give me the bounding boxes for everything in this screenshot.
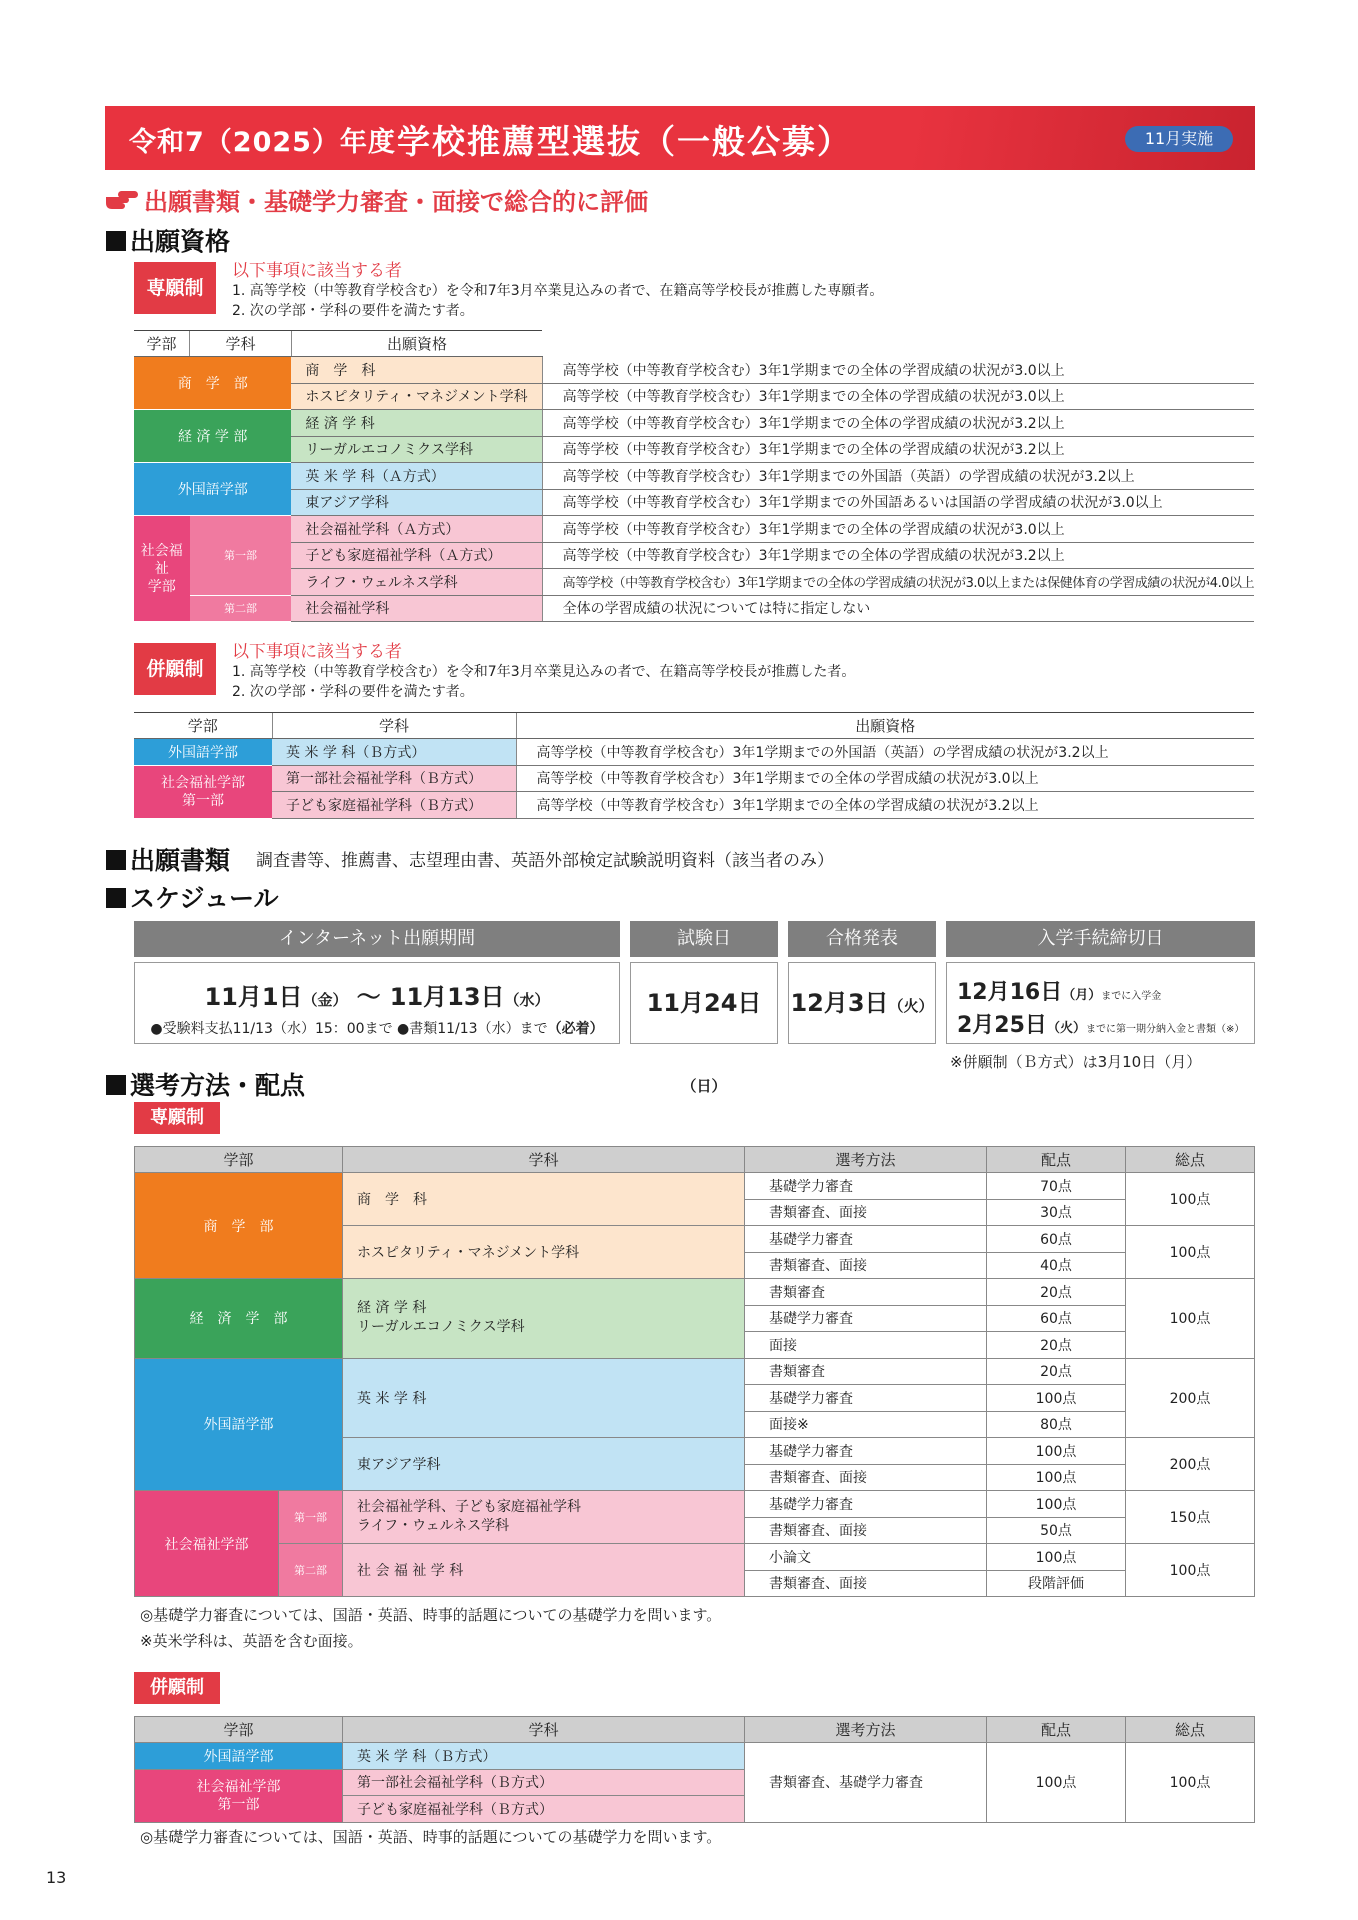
table-row	[134, 516, 1254, 543]
total-cell: 100点	[1126, 1279, 1255, 1359]
sub-second: 第二部	[190, 595, 292, 622]
documents-text: 調査書等、推薦書、志望理由書、英語外部検定試験説明資料（該当者のみ）	[256, 851, 834, 871]
cond-cell: 高等学校（中等教育学校含む）3年1学期までの全体の学習成績の状況が3.0以上	[516, 765, 1254, 792]
cond-cell: 高等学校（中等教育学校含む）3年1学期までの全体の学習成績の状況が3.2以上	[516, 792, 1254, 819]
major-cell	[343, 1491, 745, 1544]
schedule-header-result: 合格発表	[788, 921, 936, 957]
score-cell: 100点	[987, 1491, 1126, 1518]
method-cell: 書類審査、面接	[745, 1570, 987, 1597]
method-cell: 書類審査	[745, 1358, 987, 1385]
method-cell: 書類審査、面接	[745, 1252, 987, 1279]
table-header-row	[135, 1717, 1255, 1743]
square-bullet-icon	[106, 1075, 126, 1095]
schedule-period-box	[134, 962, 620, 1044]
qualification-table-senganshi	[134, 330, 1254, 622]
schedule-exam-box	[630, 962, 778, 1095]
requirements-heading: 以下事項に該当する者	[232, 261, 402, 281]
sub-first: 第一部	[279, 1491, 343, 1544]
major-life-wellness: ライフ・ウェルネス学科	[357, 1518, 510, 1534]
selection-table-heiganshi	[134, 1716, 1255, 1823]
major-cell: 商 学 科	[343, 1173, 745, 1226]
table-row	[134, 463, 1254, 490]
method-cell: 書類審査、面接	[745, 1517, 987, 1544]
major-cell: 経 済 学 科	[291, 410, 542, 437]
period-start-dow: （金）	[302, 991, 348, 1009]
method-cell: 基礎学力審査	[745, 1438, 987, 1465]
total-cell: 200点	[1126, 1358, 1255, 1438]
total-cell: 200点	[1126, 1438, 1255, 1491]
major-cell: 第一部社会福祉学科（Ｂ方式）	[272, 765, 516, 792]
major-cell: 東アジア学科	[343, 1438, 745, 1491]
major-economics: 経 済 学 科	[357, 1300, 427, 1317]
col-major: 学科	[272, 713, 516, 739]
col-score: 配点	[987, 1717, 1126, 1743]
score-cell: 20点	[987, 1279, 1126, 1306]
pointing-hand-icon	[104, 187, 140, 213]
table-row	[134, 542, 1254, 569]
dept-foreign: 外国語学部	[134, 463, 291, 516]
col-total: 総点	[1126, 1717, 1255, 1743]
score-cell: 60点	[987, 1305, 1126, 1332]
schedule-result-box	[788, 962, 936, 1044]
method-cell: 基礎学力審査	[745, 1305, 987, 1332]
major-cell: 英 米 学 科（Ｂ方式）	[343, 1743, 745, 1770]
square-bullet-icon	[106, 888, 126, 908]
method-cell: 面接	[745, 1332, 987, 1359]
major-cell: ホスピタリティ・マネジメント学科	[343, 1226, 745, 1279]
table-header-row	[135, 1147, 1255, 1173]
score-cell: 20点	[987, 1332, 1126, 1359]
col-score: 配点	[987, 1147, 1126, 1173]
tag-senganshi: 専願制	[134, 262, 216, 314]
col-dept: 学部	[135, 1717, 343, 1743]
score-cell: 100点	[987, 1438, 1126, 1465]
period-note-bold: （必着）	[547, 1021, 604, 1037]
major-cell: 商 学 科	[291, 357, 542, 384]
total-cell: 100点	[1126, 1173, 1255, 1226]
schedule-header-exam: 試験日	[630, 921, 778, 957]
major-cell: 第一部社会福祉学科（Ｂ方式）	[343, 1769, 745, 1796]
major-cell: ホスピタリティ・マネジメント学科	[291, 383, 542, 410]
deadline-2-dow: （火）	[1046, 1021, 1086, 1036]
cond-cell: 高等学校（中等教育学校含む）3年1学期までの全体の学習成績の状況が3.2以上	[542, 410, 1254, 437]
dept-foreign: 外国語学部	[134, 739, 272, 766]
total-cell: 100点	[1126, 1544, 1255, 1597]
cond-cell: 高等学校（中等教育学校含む）3年1学期までの全体の学習成績の状況が3.0以上	[542, 516, 1254, 543]
deadline-1-dow: （月）	[1062, 988, 1102, 1003]
requirement-line-2b: 2. 次の学部・学科の要件を満たす者。	[232, 684, 474, 700]
dept-welfare: 社会福祉学部	[135, 1491, 279, 1597]
col-major: 学科	[343, 1147, 745, 1173]
total-cell: 100点	[1126, 1743, 1255, 1823]
section-title-selection: 選考方法・配点	[106, 1066, 305, 1102]
major-cell: リーガルエコノミクス学科	[291, 436, 542, 463]
table-header-row	[134, 331, 1254, 357]
major-cell: 社会福祉学科（Ａ方式）	[291, 516, 542, 543]
selection-note-1: ◎基礎学力審査については、国語・英語、時事的話題についての基礎学力を問います。	[140, 1606, 722, 1624]
dept-economics: 経 済 学 部	[134, 410, 291, 463]
dept-economics: 経 済 学 部	[135, 1279, 343, 1359]
cond-cell: 高等学校（中等教育学校含む）3年1学期までの外国語（英語）の学習成績の状況が3.2以上	[516, 739, 1254, 766]
requirements-heading-2: 以下事項に該当する者	[232, 642, 402, 662]
col-cond: 出願資格	[516, 713, 1254, 739]
table-row	[134, 792, 1254, 819]
period-tilde: 〜	[356, 983, 381, 1011]
score-cell: 50点	[987, 1517, 1126, 1544]
method-cell: 基礎学力審査	[745, 1173, 987, 1200]
score-cell: 100点	[987, 1385, 1126, 1412]
selection-note-3: ◎基礎学力審査については、国語・英語、時事的話題についての基礎学力を問います。	[140, 1828, 722, 1846]
deadline-1-note: までに入学金	[1101, 991, 1162, 1002]
major-cell: 英 米 学 科（Ａ方式）	[291, 463, 542, 490]
square-bullet-icon	[106, 850, 126, 870]
method-cell: 面接※	[745, 1411, 987, 1438]
method-cell: 小論文	[745, 1544, 987, 1571]
col-dept: 学部	[134, 331, 190, 357]
method-cell: 書類審査、基礎学力審査	[745, 1743, 987, 1823]
table-header-row	[134, 713, 1254, 739]
score-cell: 段階評価	[987, 1570, 1126, 1597]
table-row	[135, 1544, 1255, 1571]
tag-heiganshi: 併願制	[134, 643, 216, 695]
total-cell: 150点	[1126, 1491, 1255, 1544]
score-cell: 60点	[987, 1226, 1126, 1253]
major-cell: 子ども家庭福祉学科（Ｂ方式）	[272, 792, 516, 819]
schedule-header-deadline: 入学手続締切日	[946, 921, 1255, 957]
deadline-2: 2月25日	[957, 1013, 1047, 1038]
page-number: 13	[46, 1868, 67, 1887]
requirement-line-1: 1. 高等学校（中等教育学校含む）を令和7年3月卒業見込みの者で、在籍高等学校長が推薦した専願者。	[232, 283, 884, 299]
col-dept: 学部	[135, 1147, 343, 1173]
table-row	[135, 1743, 1255, 1770]
major-welfare-child: 社会福祉学科、子ども家庭福祉学科	[357, 1499, 581, 1515]
section-title-documents: 出願書類	[106, 841, 230, 877]
col-cond: 出願資格	[291, 331, 542, 357]
major-legal-economics: リーガルエコノミクス学科	[357, 1319, 525, 1336]
method-cell: 基礎学力審査	[745, 1226, 987, 1253]
col-method: 選考方法	[745, 1147, 987, 1173]
table-row	[134, 383, 1254, 410]
dept-foreign: 外国語学部	[135, 1743, 343, 1770]
result-date: 12月3日	[790, 989, 889, 1017]
table-row	[135, 1173, 1255, 1200]
score-cell: 30点	[987, 1199, 1126, 1226]
score-cell: 100点	[987, 1743, 1126, 1823]
sub-second: 第二部	[279, 1544, 343, 1597]
schedule-header-period: インターネット出願期間	[134, 921, 620, 957]
dept-welfare: 社会福祉 学部	[134, 516, 190, 622]
table-row	[134, 739, 1254, 766]
score-cell: 20点	[987, 1358, 1126, 1385]
major-cell: 英 米 学 科	[343, 1358, 745, 1438]
dept-welfare: 社会福祉学部 第一部	[135, 1769, 343, 1822]
title-banner	[105, 106, 1255, 170]
selection-table-senganshi	[134, 1146, 1255, 1597]
table-row	[135, 1358, 1255, 1385]
col-major: 学科	[190, 331, 292, 357]
qualification-table-heiganshi	[134, 712, 1254, 819]
exam-dow: （日）	[681, 1077, 727, 1095]
score-cell: 70点	[987, 1173, 1126, 1200]
table-row	[134, 595, 1254, 622]
major-cell: ライフ・ウェルネス学科	[291, 569, 542, 596]
tag-senganshi-2: 専願制	[134, 1102, 220, 1134]
section-title-schedule: スケジュール	[106, 879, 279, 915]
major-cell	[343, 1279, 745, 1359]
method-cell: 書類審査、面接	[745, 1464, 987, 1491]
cond-cell: 高等学校（中等教育学校含む）3年1学期までの全体の学習成績の状況が3.0以上または保健体育の学習成績の状況が4.0以上	[542, 569, 1254, 596]
major-cell: 子ども家庭福祉学科（Ａ方式）	[291, 542, 542, 569]
method-cell: 書類審査、面接	[745, 1199, 987, 1226]
section-title-qualification: 出願資格	[106, 222, 230, 258]
period-note: ●受験料支払11/13（水）15：00まで ●書類11/13（水）まで	[150, 1021, 548, 1037]
cond-cell: 高等学校（中等教育学校含む）3年1学期までの外国語あるいは国語の学習成績の状況が3.0以上	[542, 489, 1254, 516]
period-start: 11月1日	[204, 983, 303, 1011]
table-row	[134, 489, 1254, 516]
exam-date: 11月24日	[646, 989, 762, 1017]
schedule-deadline-box	[946, 962, 1255, 1044]
major-cell: 英 米 学 科（Ｂ方式）	[272, 739, 516, 766]
cond-cell: 全体の学習成績の状況については特に指定しない	[542, 595, 1254, 622]
table-row	[134, 436, 1254, 463]
major-cell: 社会福祉学科	[291, 595, 542, 622]
col-major: 学科	[343, 1717, 745, 1743]
requirement-line-2: 2. 次の学部・学科の要件を満たす者。	[232, 303, 474, 319]
table-row	[134, 569, 1254, 596]
dept-commerce: 商 学 部	[134, 357, 291, 410]
cond-cell: 高等学校（中等教育学校含む）3年1学期までの全体の学習成績の状況が3.2以上	[542, 542, 1254, 569]
title-year: 令和7（2025）年度	[129, 127, 396, 158]
table-row	[134, 410, 1254, 437]
table-row	[134, 765, 1254, 792]
table-row	[134, 357, 1254, 384]
table-row	[135, 1491, 1255, 1518]
period-end-dow: （水）	[504, 991, 550, 1009]
score-cell: 100点	[987, 1464, 1126, 1491]
dept-foreign: 外国語学部	[135, 1358, 343, 1491]
cond-cell: 高等学校（中等教育学校含む）3年1学期までの全体の学習成績の状況が3.2以上	[542, 436, 1254, 463]
col-total: 総点	[1126, 1147, 1255, 1173]
deadline-2-note: までに第一期分納入金と書類（※）	[1085, 1024, 1245, 1035]
score-cell: 100点	[987, 1544, 1126, 1571]
major-cell: 子ども家庭福祉学科（Ｂ方式）	[343, 1796, 745, 1823]
table-row	[135, 1279, 1255, 1306]
requirement-line-1b: 1. 高等学校（中等教育学校含む）を令和7年3月卒業見込みの者で、在籍高等学校長が推薦した者。	[232, 664, 856, 680]
period-end: 11月13日	[389, 983, 505, 1011]
method-cell: 基礎学力審査	[745, 1385, 987, 1412]
score-cell: 40点	[987, 1252, 1126, 1279]
dept-commerce: 商 学 部	[135, 1173, 343, 1279]
major-cell: 東アジア学科	[291, 489, 542, 516]
major-cell: 社 会 福 祉 学 科	[343, 1544, 745, 1597]
tagline-text: 出願書類・基礎学力審査・面接で総合的に評価	[144, 188, 648, 216]
deadline-1: 12月16日	[957, 980, 1063, 1005]
result-dow: （火）	[888, 997, 934, 1015]
title-main: 学校推薦型選抜（一般公募）	[397, 122, 852, 161]
dept-welfare: 社会福祉学部 第一部	[134, 765, 272, 818]
cond-cell: 高等学校（中等教育学校含む）3年1学期までの全体の学習成績の状況が3.0以上	[542, 383, 1254, 410]
tagline	[104, 182, 648, 217]
col-method: 選考方法	[745, 1717, 987, 1743]
method-cell: 書類審査	[745, 1279, 987, 1306]
badge-november: 11月実施	[1125, 126, 1233, 152]
cond-cell: 高等学校（中等教育学校含む）3年1学期までの全体の学習成績の状況が3.0以上	[542, 357, 1254, 384]
schedule-footnote: ※併願制（Ｂ方式）は3月10日（月）	[950, 1053, 1202, 1071]
score-cell: 80点	[987, 1411, 1126, 1438]
tag-heiganshi-2: 併願制	[134, 1672, 220, 1704]
selection-note-2: ※英米学科は、英語を含む面接。	[140, 1632, 363, 1650]
cond-cell: 高等学校（中等教育学校含む）3年1学期までの外国語（英語）の学習成績の状況が3.2以上	[542, 463, 1254, 490]
square-bullet-icon	[106, 231, 126, 251]
total-cell: 100点	[1126, 1226, 1255, 1279]
sub-first: 第一部	[190, 516, 292, 596]
col-dept: 学部	[134, 713, 272, 739]
method-cell: 基礎学力審査	[745, 1491, 987, 1518]
